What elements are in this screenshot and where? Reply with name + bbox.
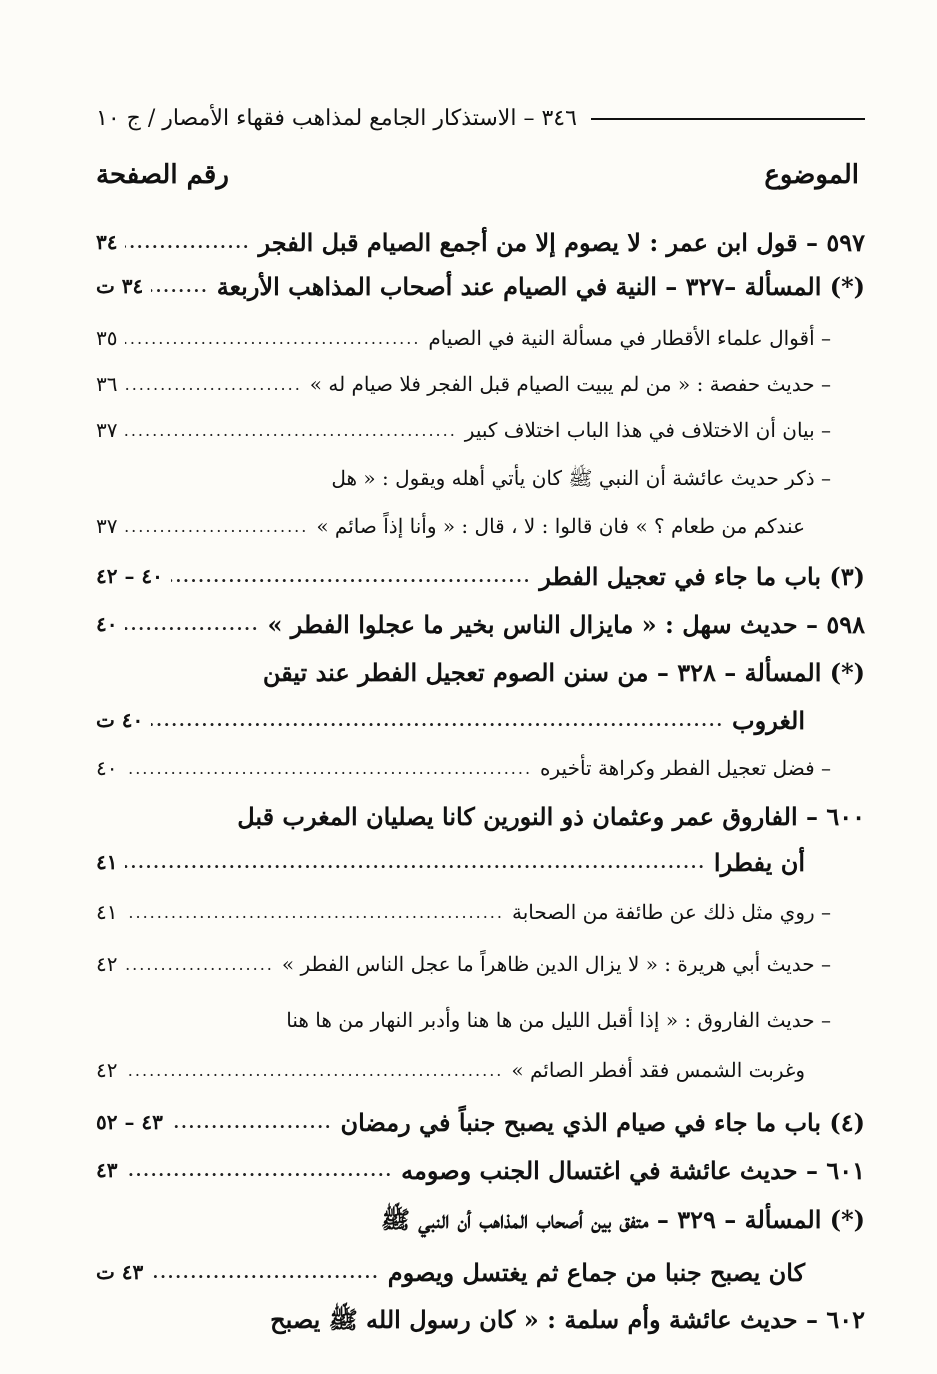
toc-entry — [96, 556, 865, 596]
entry-page: ٤٢ — [96, 1058, 118, 1082]
toc-entry — [96, 748, 865, 788]
toc-entry — [96, 944, 865, 984]
toc-entry — [96, 506, 865, 546]
entry-text: – أقوال علماء الأقطار في مسألة النية في الصيام — [428, 326, 831, 350]
entry-page: ٣٦ — [96, 372, 118, 396]
leader-dots — [125, 517, 308, 536]
entry-page: ٤٠ ت — [96, 708, 144, 732]
entry-page: ٣٧ — [96, 418, 118, 442]
leader-dots — [125, 903, 503, 922]
toc-entry — [96, 892, 865, 932]
entry-page: ٤١ — [96, 850, 118, 874]
leader-dots — [125, 615, 259, 634]
entry-text: (*) المسألة – ٣٢٩ – متفق بين أصحاب المذاهب أن النبي ﷺ — [380, 1204, 865, 1234]
toc-entry — [96, 604, 865, 644]
toc-entry — [96, 652, 865, 692]
entry-page: ٤٠ — [96, 612, 118, 636]
toc-entry — [96, 1102, 865, 1142]
leader-dots — [151, 1263, 379, 1282]
page-column-heading: رقم الصفحة — [96, 160, 229, 190]
entry-text: ٥٩٧ – قول ابن عمر : لا يصوم إلا من أجمع الصيام قبل الفجر — [258, 227, 865, 257]
entry-text: – حديث أبي هريرة : « لا يزال الدين ظاهراً ما عجل الناس الفطر » — [281, 952, 831, 976]
topic-column-heading: الموضوع — [764, 160, 859, 190]
entry-page: ٣٥ — [96, 326, 118, 350]
entry-text: – روي مثل ذلك عن طائفة من الصحابة — [511, 900, 831, 924]
entry-text: – ذكر حديث عائشة أن النبي ﷺ كان يأتي أهله ويقول : « هل — [331, 465, 831, 490]
entry-page: ٣٤ — [96, 230, 118, 254]
leader-dots — [125, 233, 250, 252]
leader-dots — [151, 711, 724, 730]
entry-text: (*) المسألة –٣٢٧ – النية في الصيام عند أصحاب المذاهب الأربعة — [216, 271, 865, 301]
leader-dots — [151, 277, 208, 296]
entry-text: – حديث الفاروق : « إذا أقبل الليل من ها هنا وأدبر النهار من ها هنا — [286, 1008, 831, 1032]
entry-page: ٣٤ ت — [96, 274, 144, 298]
entry-page: ٤٣ ت — [96, 1260, 144, 1284]
entry-page: ٤٣ – ٥٢ — [96, 1110, 163, 1134]
entry-page: ٤١ — [96, 900, 118, 924]
leader-dots — [125, 759, 532, 778]
leader-dots — [171, 1113, 333, 1132]
toc-entry — [96, 700, 865, 740]
leader-dots — [125, 421, 456, 440]
toc-entry — [96, 318, 865, 358]
leader-dots — [125, 329, 420, 348]
entry-page: ٤٣ — [96, 1158, 118, 1182]
entry-text: ٥٩٨ – حديث سهل : « مايزال الناس بخير ما عجلوا الفطر » — [267, 609, 865, 639]
toc-entry — [96, 1050, 865, 1090]
entry-text: (٤) باب ما جاء في صيام الذي يصبح جنباً في رمضان — [340, 1107, 865, 1137]
entry-text: ٦٠٢ – حديث عائشة وأم سلمة : « كان رسول الله ﷺ يصبح — [270, 1304, 865, 1334]
leader-dots — [125, 375, 301, 394]
toc-entry — [96, 364, 865, 404]
toc-entry — [96, 410, 865, 450]
leader-dots — [125, 853, 705, 872]
entry-text: ٦٠١ – حديث عائشة في اغتسال الجنب وصومه — [401, 1155, 865, 1185]
entry-text: كان يصبح جنبا من جماع ثم يغتسل ويصوم — [387, 1257, 805, 1287]
entry-text: أن يفطرا — [713, 847, 805, 877]
toc-entry — [96, 796, 865, 836]
toc-entry — [96, 1000, 865, 1040]
toc-entry — [96, 222, 865, 262]
toc-entry — [96, 1202, 865, 1242]
header-text: ٣٤٦ – الاستذكار الجامع لمذاهب فقهاء الأمصار / ج ١٠ — [96, 106, 577, 131]
entry-text: – بيان أن الاختلاف في هذا الباب اختلاف كبير — [464, 418, 831, 442]
entry-page: ٣٧ — [96, 514, 118, 538]
running-header — [96, 106, 865, 131]
entry-page: ٤٠ – ٤٢ — [96, 564, 163, 588]
entry-text: عندكم من طعام ؟ » فان قالوا : لا ، قال : « وأنا إذاً صائم » — [316, 514, 805, 538]
toc-entry — [96, 266, 865, 306]
leader-dots — [125, 1061, 503, 1080]
entry-page: ٤٢ — [96, 952, 118, 976]
leader-dots — [125, 1161, 393, 1180]
column-headings — [96, 160, 859, 190]
header-rule — [591, 118, 865, 120]
toc-entry — [96, 842, 865, 882]
toc-entry — [96, 460, 865, 500]
leader-dots — [125, 955, 273, 974]
entry-text: – حديث حفصة : « من لم يبيت الصيام قبل الفجر فلا صيام له » — [309, 372, 831, 396]
toc-entry — [96, 1252, 865, 1292]
toc-entry — [96, 1302, 865, 1342]
entry-text: الغروب — [732, 705, 805, 735]
entry-text: (٣) باب ما جاء في تعجيل الفطر — [539, 561, 865, 591]
entry-text: (*) المسألة – ٣٢٨ – من سنن الصوم تعجيل الفطر عند تيقن — [262, 657, 865, 687]
leader-dots — [171, 567, 531, 586]
toc-entry — [96, 1150, 865, 1190]
entry-text: ٦٠٠ – الفاروق عمر وعثمان ذو النورين كانا يصليان المغرب قبل — [237, 801, 865, 831]
entry-text: – فضل تعجيل الفطر وكراهة تأخيره — [540, 756, 831, 780]
entry-text: وغربت الشمس فقد أفطر الصائم » — [511, 1058, 805, 1082]
entry-page: ٤٠ — [96, 756, 118, 780]
